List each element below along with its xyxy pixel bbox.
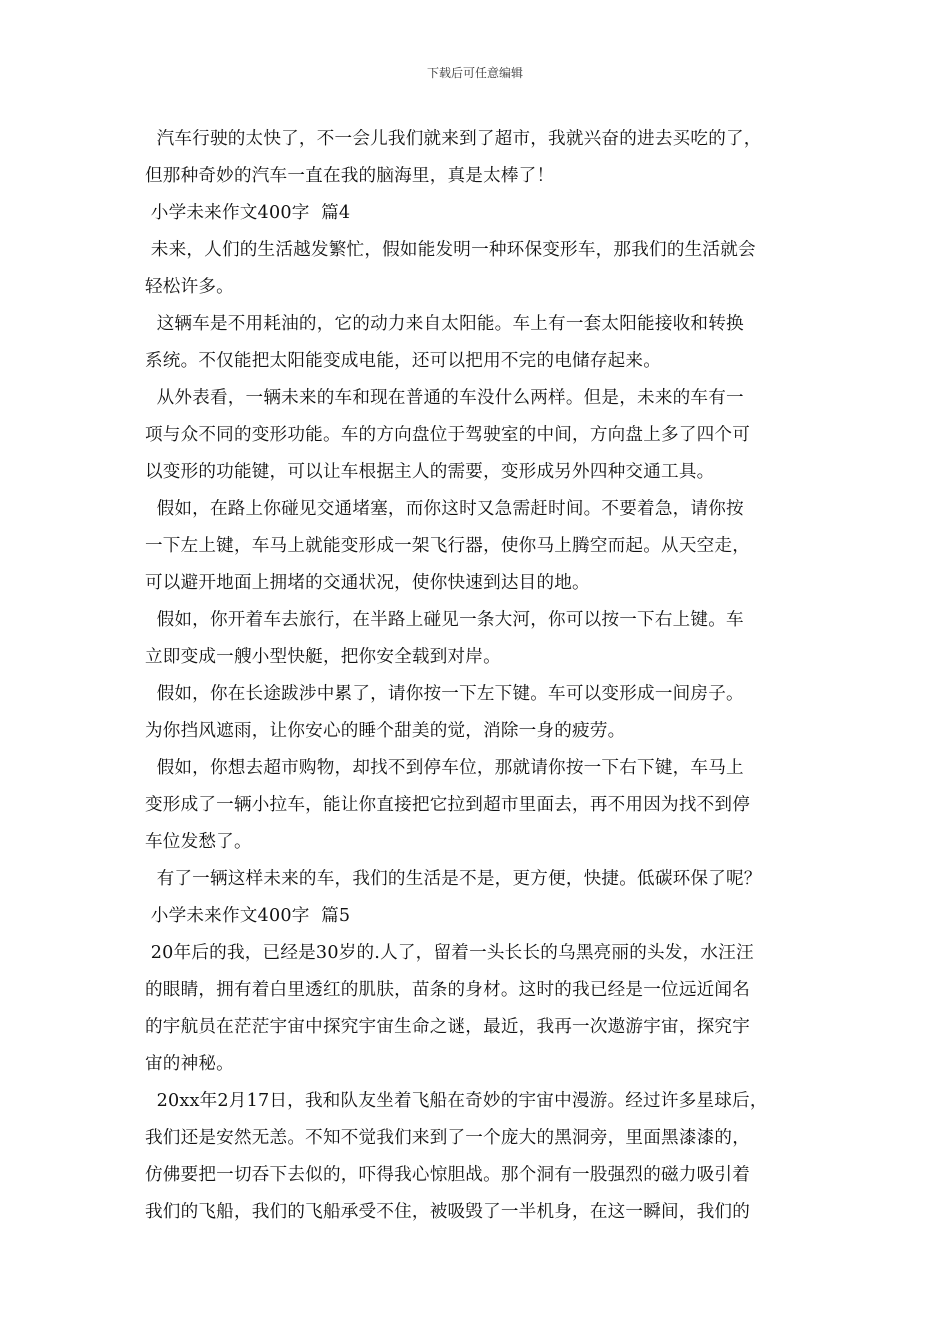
text-line: 立即变成一艘小型快艇，把你安全载到对岸。 [145, 647, 501, 667]
text-line: 的眼睛，拥有着白里透红的肌肤，苗条的身材。这时的我已经是一位远近闻名 [145, 980, 750, 1000]
text-line: 假如，你在长途跋涉中累了，请你按一下左下键。车可以变形成一间房子。 [145, 684, 744, 704]
text-line: 这辆车是不用耗油的，它的动力来自太阳能。车上有一套太阳能接收和转换 [145, 314, 744, 334]
text-line: 从外表看，一辆未来的车和现在普通的车没什么两样。但是，未来的车有一 [145, 388, 744, 408]
text-line: 但那种奇妙的汽车一直在我的脑海里，真是太棒了！ [145, 166, 555, 186]
text-line: 可以避开地面上拥堵的交通状况，使你快速到达目的地。 [145, 573, 590, 593]
document-body [145, 121, 810, 1231]
text-line: 我们的飞船，我们的飞船承受不住，被吸毁了一半机身，在这一瞬间，我们的 [145, 1202, 750, 1222]
text-line: 宙的神秘。 [145, 1054, 234, 1074]
text-line: 一下左上键，车马上就能变形成一架飞行器，使你马上腾空而起。从天空走， [145, 536, 750, 556]
text-line: 20年后的我，已经是30岁的.人了，留着一头长长的乌黑亮丽的头发，水汪汪 [145, 943, 754, 963]
text-line: 的宇航员在茫茫宇宙中探究宇宙生命之谜，最近，我再一次遨游宇宙，探究宇 [145, 1017, 750, 1037]
text-line: 未来，人们的生活越发繁忙，假如能发明一种环保变形车，那我们的生活就会 [145, 240, 756, 260]
text-line: 仿佛要把一切吞下去似的，吓得我心惊胆战。那个洞有一股强烈的磁力吸引着 [145, 1165, 750, 1185]
text-line: 以变形的功能键，可以让车根据主人的需要，变形成另外四种交通工具。 [145, 462, 715, 482]
text-line: 假如，你想去超市购物，却找不到停车位，那就请你按一下右下键，车马上 [145, 758, 744, 778]
text-line: 假如，你开着车去旅行，在半路上碰见一条大河，你可以按一下右上键。车 [145, 610, 744, 630]
text-line: 20xx年2月17日，我和队友坐着飞船在奇妙的宇宙中漫游。经过许多星球后， [145, 1091, 768, 1111]
section-heading: 小学未来作文400字 篇4 [145, 203, 351, 223]
text-line: 变形成了一辆小拉车，能让你直接把它拉到超市里面去，再不用因为找不到停 [145, 795, 750, 815]
text-line: 轻松许多。 [145, 277, 234, 297]
text-line: 系统。不仅能把太阳能变成电能，还可以把用不完的电储存起来。 [145, 351, 662, 371]
text-line: 车位发愁了。 [145, 832, 252, 852]
text-line: 有了一辆这样未来的车，我们的生活是不是，更方便，快捷。低碳环保了呢？ [145, 869, 762, 889]
section-heading: 小学未来作文400字 篇5 [145, 906, 351, 926]
text-line: 假如，在路上你碰见交通堵塞，而你这时又急需赶时间。不要着急，请你按 [145, 499, 744, 519]
text-line: 汽车行驶的太快了，不一会儿我们就来到了超市，我就兴奋的进去买吃的了， [145, 129, 762, 149]
text-line: 项与众不同的变形功能。车的方向盘位于驾驶室的中间，方向盘上多了四个可 [145, 425, 750, 445]
text-line: 为你挡风遮雨，让你安心的睡个甜美的觉，消除一身的疲劳。 [145, 721, 626, 741]
text-line: 我们还是安然无恙。不知不觉我们来到了一个庞大的黑洞旁，里面黑漆漆的， [145, 1128, 750, 1148]
page-header: 下载后可任意编辑 [426, 66, 523, 80]
